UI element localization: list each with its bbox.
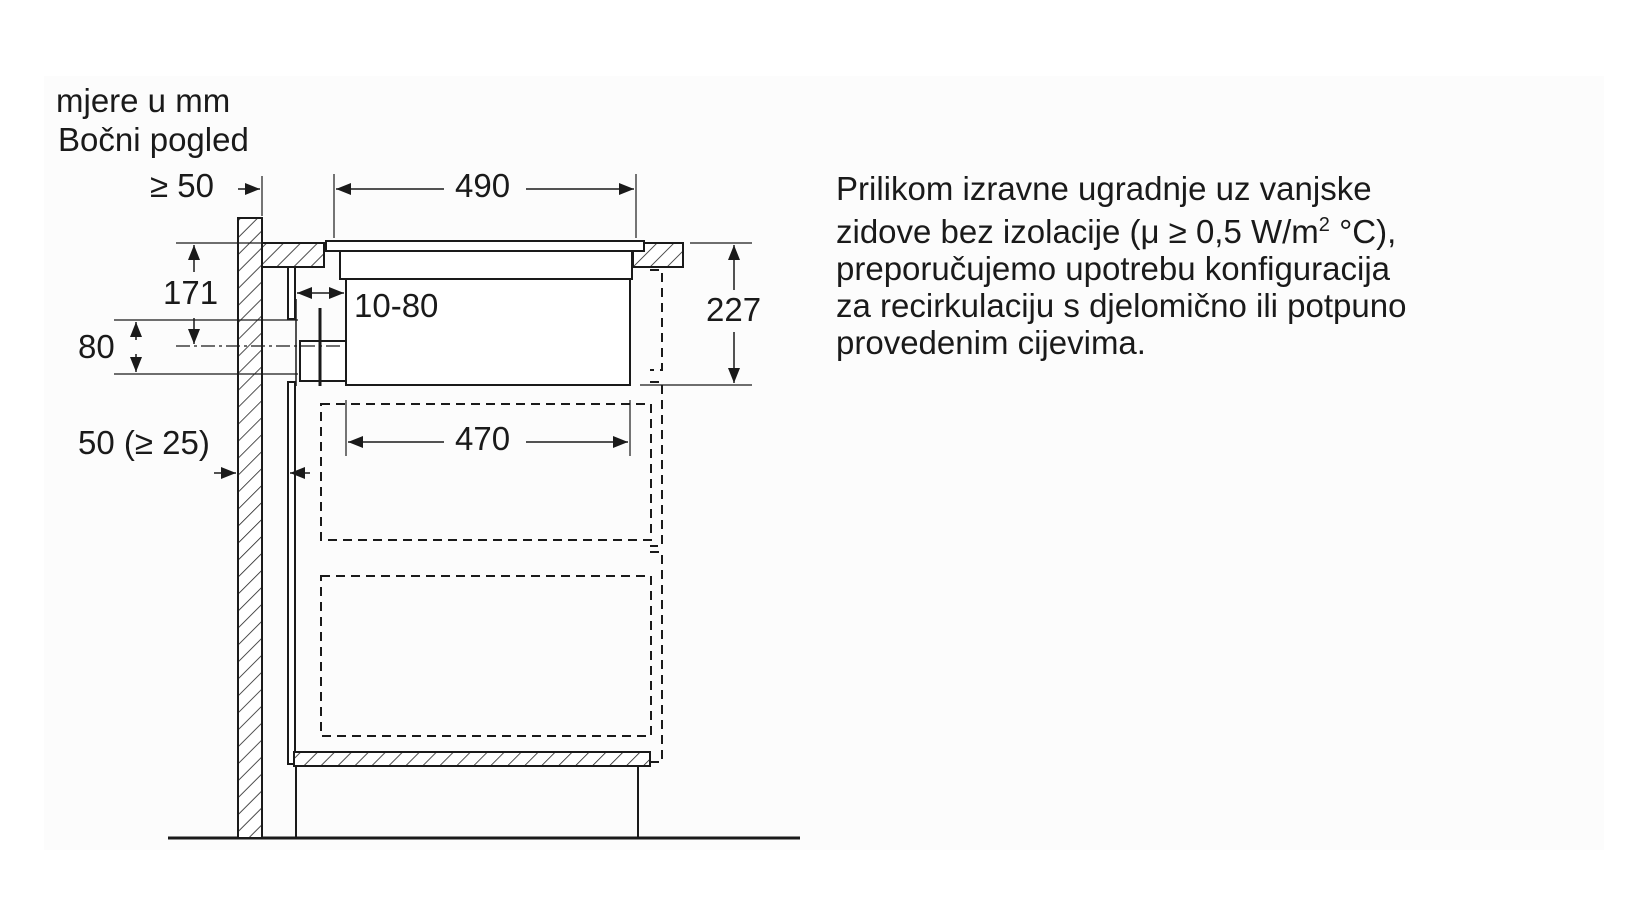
note-line: za recirkulaciju s djelomično ili potpuno <box>836 287 1407 324</box>
hob-frame <box>340 251 632 279</box>
drawer-lower <box>321 576 651 736</box>
cabinet-side-upper <box>288 267 295 319</box>
hob-glass <box>326 241 644 251</box>
note-line: Prilikom izravne ugradnje uz vanjske <box>836 170 1372 207</box>
dim-wall-clearance: ≥ 50 <box>150 167 214 204</box>
dim-unit-width: 470 <box>455 420 511 457</box>
duct-connector <box>300 341 346 381</box>
note-line-suffix: °C), <box>1329 213 1397 250</box>
superscript: 2 <box>1318 214 1330 236</box>
dim-duct-height: 80 <box>78 328 115 365</box>
note-line: provedenim cijevima. <box>836 324 1146 361</box>
dim-hob-width: 490 <box>455 167 511 204</box>
cabinet-side-lower <box>288 382 295 764</box>
cabinet-bottom <box>294 752 650 766</box>
note-line-text: zidove bez izolacije (μ ≥ 0,5 W/m <box>836 213 1319 250</box>
dim-unit-height: 227 <box>706 291 762 328</box>
dim-depth: 171 <box>163 274 219 311</box>
wall <box>238 218 262 838</box>
dim-duct-gap: 10-80 <box>354 287 439 324</box>
note-line: preporučujemo upotrebu konfiguracija <box>836 250 1391 287</box>
note-line <box>836 207 1536 250</box>
dim-rear-gap: 50 (≥ 25) <box>78 424 210 461</box>
view-label: Bočni pogled <box>58 121 249 158</box>
worktop-left <box>262 243 324 267</box>
installation-note <box>836 170 1536 361</box>
units-label: mjere u mm <box>56 82 231 119</box>
